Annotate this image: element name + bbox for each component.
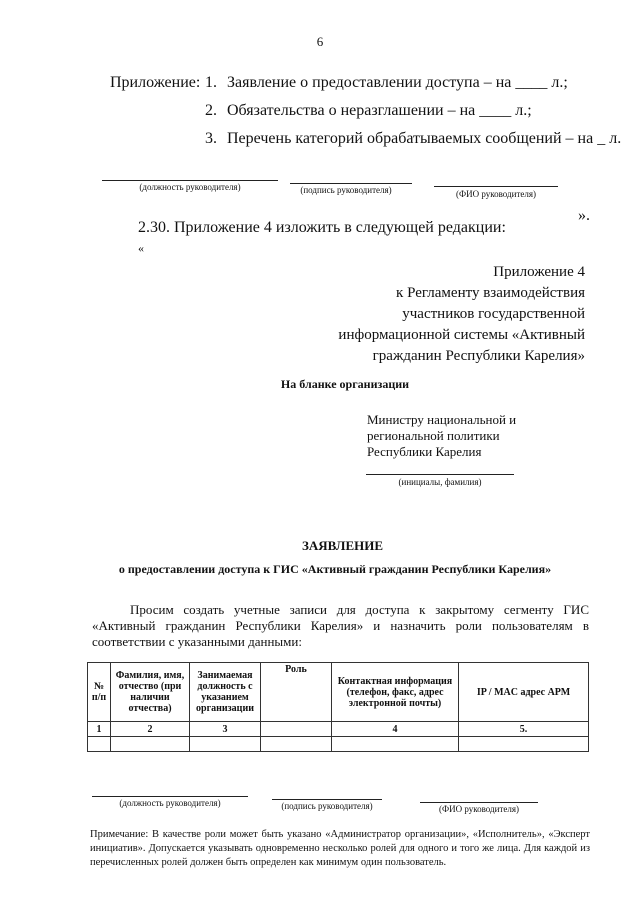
annex-line: Приложение 4 bbox=[493, 264, 585, 280]
header-cell: № п/п bbox=[88, 663, 111, 722]
annex-line: к Регламенту взаимодействия bbox=[396, 285, 585, 301]
appendix-label: Приложение: bbox=[110, 74, 201, 91]
table-number-row bbox=[88, 722, 589, 737]
header-cell: Фамилия, имя, отчество (при наличии отчества) bbox=[111, 663, 190, 722]
header-cell: Роль bbox=[261, 663, 332, 722]
name-caption: (ФИО руководителя) bbox=[438, 804, 520, 814]
addressee-line: Министру национальной и bbox=[367, 412, 517, 427]
empty-cell bbox=[88, 737, 111, 752]
addressee-line: Республики Карелия bbox=[367, 444, 482, 459]
appendix-item-number: 1. bbox=[205, 74, 217, 91]
number-cell bbox=[261, 722, 332, 737]
empty-cell bbox=[459, 737, 589, 752]
name-caption: (ФИО руководителя) bbox=[455, 189, 537, 199]
annex-line: гражданин Республики Карелия» bbox=[372, 348, 585, 364]
empty-cell bbox=[261, 737, 332, 752]
annex-line: участников государственной bbox=[402, 306, 585, 322]
quote-open: « bbox=[138, 241, 144, 255]
signature-line bbox=[272, 799, 382, 800]
number-cell: 1 bbox=[88, 722, 111, 737]
initials-caption: (инициалы, фамилия) bbox=[398, 477, 482, 487]
appendix-item bbox=[205, 102, 532, 120]
position-caption: (должность руководителя) bbox=[139, 182, 241, 192]
document-subtitle: о предоставлении доступа к ГИС «Активный гражданин Республики Карелия» bbox=[118, 562, 552, 576]
quote-close: ». bbox=[578, 207, 590, 224]
signature-line bbox=[92, 796, 248, 797]
appendix-item bbox=[205, 74, 568, 92]
number-cell: 4 bbox=[332, 722, 459, 737]
document-title: ЗАЯВЛЕНИЕ bbox=[301, 538, 384, 553]
header-cell: IP / MAC адрес АРМ bbox=[459, 663, 589, 722]
signature-caption: (подпись руководителя) bbox=[300, 185, 392, 195]
empty-cell bbox=[190, 737, 261, 752]
signature-line bbox=[434, 186, 558, 187]
header-cell: Контактная информация (телефон, факс, адрес электронной почты) bbox=[332, 663, 459, 722]
table-row bbox=[88, 737, 589, 752]
addressee-line: региональной политики bbox=[367, 428, 500, 443]
signature-line bbox=[102, 180, 278, 181]
appendix-item-text: Обязательства о неразглашении – на ____ л.; bbox=[227, 102, 532, 119]
position-caption: (должность руководителя) bbox=[119, 798, 221, 808]
annex-line: информационной системы «Активный bbox=[338, 327, 585, 343]
appendix-item-number: 2. bbox=[205, 102, 217, 119]
appendix-item bbox=[205, 130, 621, 148]
empty-cell bbox=[111, 737, 190, 752]
signature-caption: (подпись руководителя) bbox=[281, 801, 373, 811]
signature-line bbox=[290, 183, 412, 184]
table-header-row bbox=[88, 663, 589, 722]
users-table bbox=[87, 662, 589, 752]
signature-line bbox=[420, 802, 538, 803]
request-text: Просим создать учетные записи для доступа к закрытому сегменту ГИС «Активный гражданин Республики Карелия» и назначить роли пользователям в соответствии с указанными данными: bbox=[92, 602, 589, 649]
letterhead-note: На бланке организации bbox=[280, 377, 410, 391]
appendix-item-number: 3. bbox=[205, 130, 217, 147]
number-cell: 2 bbox=[111, 722, 190, 737]
number-cell: 3 bbox=[190, 722, 261, 737]
number-cell: 5. bbox=[459, 722, 589, 737]
header-cell: Занимаемая должность с указанием организации bbox=[190, 663, 261, 722]
appendix-item-text: Заявление о предоставлении доступа – на ____ л.; bbox=[227, 74, 568, 91]
clause-text: 2.30. Приложение 4 изложить в следующей редакции: bbox=[138, 219, 506, 236]
footnote: Примечание: В качестве роли может быть указано «Администратор организации», «Исполнитель», «Эксперт инициатив». Допускается указывать одновременно несколько ролей для одного и того же лица. Для каждой из перечисленных ролей должен быть определен как минимум один пользователь. bbox=[90, 829, 590, 868]
empty-cell bbox=[332, 737, 459, 752]
annex-header bbox=[338, 262, 585, 367]
initials-line bbox=[366, 474, 514, 475]
appendix-item-text: Перечень категорий обрабатываемых сообщений – на _ л. bbox=[227, 130, 622, 147]
addressee bbox=[367, 412, 516, 460]
page-number: 6 bbox=[316, 34, 324, 49]
